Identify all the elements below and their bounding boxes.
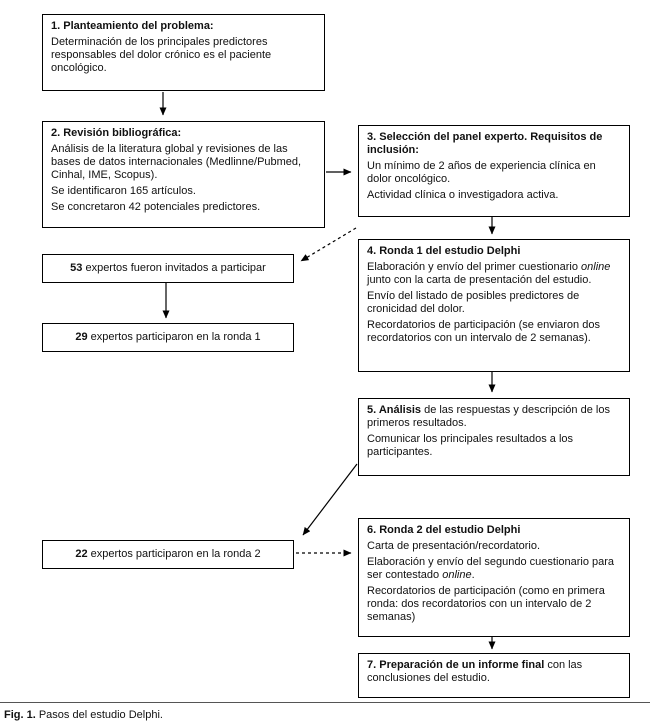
step2-paragraph-3: Se concretaron 42 potenciales predictores. (51, 201, 261, 213)
figure-caption (0, 702, 650, 721)
invited-experts-count: 53 (70, 262, 83, 274)
figure-caption-label: Fig. 1. (4, 709, 36, 721)
step1-box (42, 14, 325, 91)
round2-participants-box (42, 540, 294, 569)
step5-lead-bold: 5. Análisis (367, 404, 422, 416)
step5-lead (367, 404, 621, 430)
step1-title: 1. Planteamiento del problema: (51, 20, 214, 32)
step7-lead (367, 659, 621, 685)
round1-participants-box (42, 323, 294, 352)
step4-p1-text-a: Elaboración y envío del primer cuestionario (367, 261, 582, 273)
step4-paragraph-3: Recordatorios de participación (se enviaron dos recordatorios con un intervalo de 2 semanas). (367, 319, 600, 344)
step2-box (42, 121, 325, 228)
invited-experts-text: expertos fueron invitados a participar (82, 262, 266, 274)
step6-p2-online-italic: online (442, 569, 472, 581)
step4-paragraph-1 (367, 261, 621, 287)
step6-title: 6. Ronda 2 del estudio Delphi (367, 524, 521, 536)
step3-box (358, 125, 630, 217)
round2-participants-text: expertos participaron en la ronda 2 (87, 548, 261, 560)
step2-paragraph-1: Análisis de la literatura global y revisiones de las bases de datos internacionales (Medlinne/Pubmed, Cinhal, IME, Scopus). (51, 143, 302, 181)
step6-box (358, 518, 630, 637)
step2-paragraph-2: Se identificaron 165 artículos. (51, 185, 196, 197)
step7-box (358, 653, 630, 698)
round1-participants-count: 29 (75, 331, 88, 343)
step4-p1-online-italic: online (581, 261, 611, 273)
arrow-step5-to-round2 (303, 464, 357, 535)
step6-paragraph-3: Recordatorios de participación (como en primera ronda: dos recordatorios con un intervalo de 2 semanas) (367, 585, 605, 623)
figure-caption-text: Pasos del estudio Delphi. (35, 709, 163, 721)
step6-p2-text-c: . (471, 569, 475, 581)
step5-lead-rest: de las respuestas y descripción de los primeros resultados. (367, 404, 610, 429)
step3-paragraph-2: Actividad clínica o investigadora activa. (367, 189, 559, 201)
arrow-step3-to-invited-dashed (301, 228, 356, 261)
step7-lead-rest: con las conclusiones del estudio. (367, 659, 583, 684)
step4-paragraph-2: Envío del listado de posibles predictores de cronicidad del dolor. (367, 290, 580, 315)
step4-title: 4. Ronda 1 del estudio Delphi (367, 245, 521, 257)
step3-paragraph-1: Un mínimo de 2 años de experiencia clínica en dolor oncológico. (367, 160, 596, 185)
step5-box (358, 398, 630, 476)
step7-lead-bold: 7. Preparación de un informe final (367, 659, 545, 671)
round2-participants-count: 22 (75, 548, 88, 560)
step4-box (358, 239, 630, 372)
step3-title: 3. Selección del panel experto. Requisitos de inclusión: (367, 131, 603, 156)
invited-experts-box (42, 254, 294, 283)
step5-paragraph-2: Comunicar los principales resultados a los participantes. (367, 433, 574, 458)
step6-p2-text-a: Elaboración y envío del segundo cuestionario para ser contestado (367, 556, 615, 581)
round1-participants-text: expertos participaron en la ronda 1 (87, 331, 261, 343)
step6-paragraph-1: Carta de presentación/recordatorio. (367, 540, 541, 552)
step2-title: 2. Revisión bibliográfica: (51, 127, 182, 139)
step4-p1-text-c: junto con la carta de presentación del estudio. (367, 274, 592, 286)
step6-paragraph-2 (367, 556, 621, 582)
step1-body: Determinación de los principales predictores responsables del dolor crónico es el paciente oncológico. (51, 36, 272, 74)
